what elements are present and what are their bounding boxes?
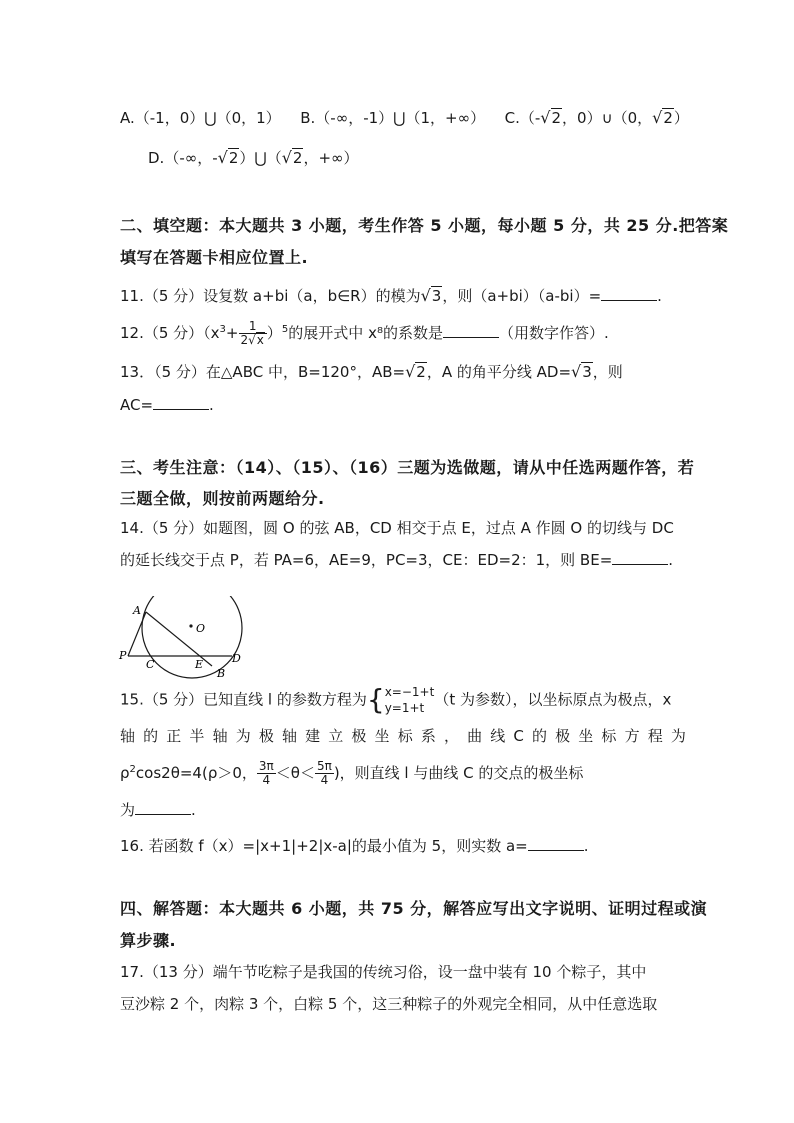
question-14: 14.（5 分）如题图，圆 O 的弦 AB，CD 相交于点 E，过点 A 作圆 O 的切线与 DC <box>120 519 674 537</box>
label-e: E <box>195 658 204 671</box>
question-14-cont: 的延长线交于点 P，若 PA=6，AE=9，PC=3，CE：ED=2：1，则 BE= . <box>120 551 674 569</box>
answer-blank-15 <box>135 800 191 815</box>
question-12: 12.（5 分）（$x^3+$ $\frac{1}{2√x}$ ）$^5$的展开式中 x⁸的系数是 （用数字作答）. <box>120 319 609 347</box>
label-p: P <box>119 649 127 662</box>
label-o: O <box>196 622 206 635</box>
circle-o <box>142 596 242 678</box>
section-3-heading: 三、考生注意：（14）、（15）、（16）三题为选做题，请从中任选两题作答，若 <box>120 458 695 477</box>
label-c: C <box>146 658 155 671</box>
question-11: 11.（5 分）设复数 a+bi（a，b∈R）的模为√3，则（a+bi）（a-bi）= . <box>120 286 662 305</box>
question-13: 13．（5 分）在△ABC 中，B=120°，AB=√2，A 的角平分线 AD=√3，则 <box>120 362 623 381</box>
label-d: D <box>232 652 241 665</box>
question-15-line2: 轴 的 正 半 轴 为 极 轴 建 立 极 坐 标 系 ， 曲 线 C 的 极 坐 标 方 程 为 <box>120 727 686 745</box>
section-2-heading: 二、填空题：本大题共 3 小题，考生作答 5 小题，每小题 5 分，共 25 分.把答案 <box>120 216 729 235</box>
question-16: 16. 若函数 f（x）=|x+1|+2|x-a|的最小值为 5，则实数 a= . <box>120 837 589 855</box>
choice-b: B.（-∞，-1）⋃（1，+∞） <box>300 109 486 127</box>
question-15: 15.（5 分）已知直线 l 的参数方程为{ x=−1+t y=1+t （t 为参数），以坐标原点为极点，x <box>120 683 672 716</box>
label-a: A <box>133 604 141 617</box>
answer-blank-11 <box>601 286 657 301</box>
question-15-line3: $\rho^2\cos 2\theta=4(\rho>0$， $\frac{3\pi}{4}$ ＜θ＜ $\frac{5\pi}{4}$ )，则直线 l 与曲线 C 的交点的极坐标 <box>120 759 584 787</box>
choice-c: C.（-√2，0）∪（0，√2） <box>504 108 689 127</box>
answer-blank-16 <box>528 836 584 851</box>
answer-blank-12 <box>443 323 499 338</box>
section-4-heading: 四、解答题：本大题共 6 小题，共 75 分，解答应写出文字说明、证明过程或演 <box>120 899 708 918</box>
section-4-heading-cont: 算步骤. <box>120 931 177 950</box>
center-dot <box>189 624 192 627</box>
question-13-cont: AC= . <box>120 396 214 414</box>
question-17: 17.（13 分）端午节吃粽子是我国的传统习俗，设一盘中装有 10 个粽子，其中 <box>120 963 647 981</box>
question-15-line4: 为 . <box>120 801 196 819</box>
tangent-pa <box>128 612 146 656</box>
choice-a: A.（-1，0）⋃（0，1） <box>120 109 281 127</box>
question-17-cont: 豆沙粽 2 个，肉粽 3 个，白粽 5 个，这三种粽子的外观完全相同，从中任意选取 <box>120 995 658 1013</box>
choice-row-abc <box>120 108 689 128</box>
section-2-heading-cont: 填写在答题卡相应位置上. <box>120 248 309 267</box>
section-3-heading-cont: 三题全做，则按前两题给分. <box>120 489 325 508</box>
circle-figure <box>118 596 248 680</box>
answer-blank-14 <box>612 550 668 565</box>
choice-d: D.（-∞，-√2）⋃（√2，+∞） <box>148 148 359 167</box>
label-b: B <box>217 667 226 680</box>
answer-blank-13 <box>153 395 209 410</box>
